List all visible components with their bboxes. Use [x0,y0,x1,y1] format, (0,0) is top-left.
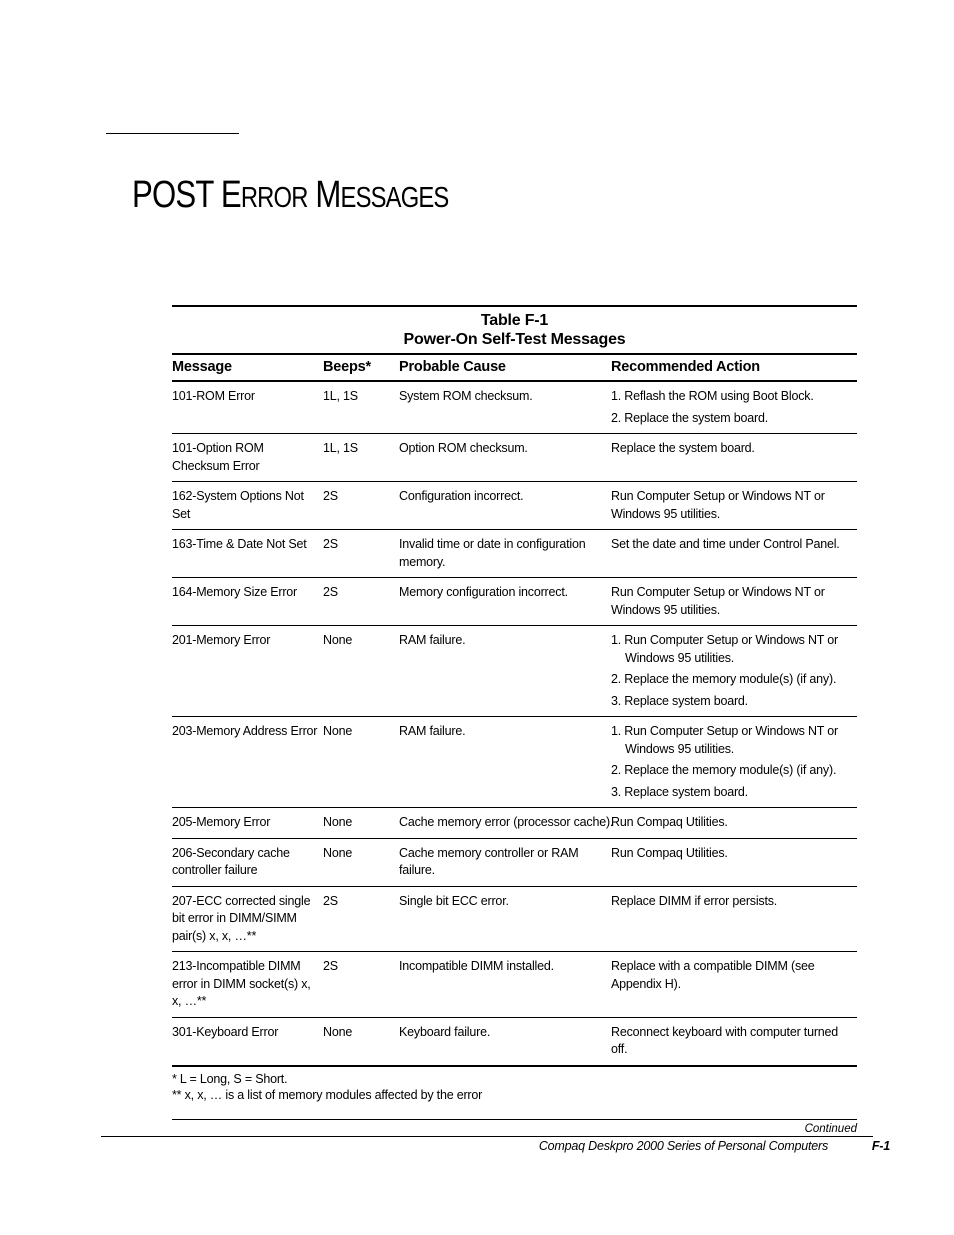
action-step: Set the date and time under Control Panel. [611,537,840,551]
cell-action [611,434,857,482]
table-row [172,530,857,578]
table-row [172,952,857,1018]
cell-beeps: 1L, 1S [323,389,358,403]
cell-action [611,578,857,626]
cell-beeps: 2S [323,537,338,551]
footer-book-title: Compaq Deskpro 2000 Series of Personal Computers [538,1139,828,1153]
cell-action [611,530,857,578]
cell-action [611,717,857,808]
cell-message: 101-ROM Error [172,389,255,403]
cell-message: 163-Time & Date Not Set [172,537,307,551]
action-step: 1. Reflash the ROM using Boot Block. [611,389,814,403]
cell-cause: System ROM checksum. [399,389,533,403]
table-row [172,886,857,952]
cell-message: 203-Memory Address Error [172,724,318,738]
cell-cause: Keyboard failure. [399,1024,491,1039]
action-step: 3. Replace system board. [611,693,748,708]
cell-action [611,482,857,530]
page-title: POST ERROR MESSAGES [132,174,449,216]
post-messages-table [172,353,857,1067]
cell-cause: Configuration incorrect. [399,489,524,503]
cell-message: 206-Secondary cache controller failure [172,845,290,877]
cell-cause: Option ROM checksum. [399,441,528,455]
cell-action [611,381,857,434]
cell-beeps: None [323,633,353,647]
cell-message: 205-Memory Error [172,815,271,829]
cell-beeps: 2S [323,893,338,908]
table-row [172,808,857,839]
table-row [172,482,857,530]
cell-beeps: None [323,845,353,860]
table-footnotes [172,1067,857,1103]
cell-cause: RAM failure. [399,724,466,738]
cell-cause: Cache memory error (processor cache). [399,815,614,829]
cell-action [611,626,857,717]
header-probable-cause: Probable Cause [399,359,506,375]
action-step: 3. Replace system board. [611,784,748,799]
cell-cause: Cache memory controller or RAM failure. [399,845,579,877]
action-step: 1. Run Computer Setup or Windows NT or Windows 95 utilities. [611,633,838,665]
table-row [172,838,857,886]
cell-beeps: None [323,1024,353,1039]
cell-beeps: 1L, 1S [323,441,358,455]
table-row [172,717,857,808]
cell-message: 201-Memory Error [172,633,271,647]
table-row [172,1017,857,1066]
cell-cause: Memory configuration incorrect. [399,585,568,599]
cell-cause: RAM failure. [399,633,466,647]
table-caption [172,307,857,353]
cell-beeps: None [323,724,353,738]
table-title: Power-On Self-Test Messages [403,331,626,348]
cell-message: 213-Incompatible DIMM error in DIMM socket(s) x, x, …** [172,959,311,1008]
top-rule [106,133,239,134]
action-step: 2. Replace the system board. [611,410,768,425]
action-step: 2. Replace the memory module(s) (if any). [611,672,837,686]
action-step: Run Compaq Utilities. [611,845,728,860]
cell-action [611,886,857,952]
cell-action [611,838,857,886]
footer-page-number: F-1 [871,1139,890,1153]
cell-cause: Invalid time or date in configuration memory. [399,537,586,569]
action-step: Reconnect keyboard with computer turned off. [611,1024,839,1056]
cell-action [611,808,857,839]
cell-beeps: None [323,815,353,829]
cell-message: 162-System Options Not Set [172,489,304,521]
continued-label: Continued [804,1122,857,1135]
action-step: Replace the system board. [611,441,755,455]
cell-message: 101-Option ROM Checksum Error [172,441,264,473]
cell-message: 301-Keyboard Error [172,1024,279,1039]
table-row [172,434,857,482]
cell-action [611,952,857,1018]
header-beeps: Beeps* [323,359,371,375]
cell-beeps: 2S [323,489,338,503]
cell-cause: Single bit ECC error. [399,893,509,908]
action-step: Run Compaq Utilities. [611,815,728,829]
table-row [172,626,857,717]
cell-message: 207-ECC corrected single bit error in DIMM/SIMM pair(s) x, x, …** [172,893,311,943]
header-message: Message [172,359,232,375]
footnote-beeps: * L = Long, S = Short. [172,1071,288,1086]
action-step: Replace with a compatible DIMM (see Appendix H). [611,959,815,991]
action-step: Run Computer Setup or Windows NT or Windows 95 utilities. [611,489,825,521]
post-messages-table-block [172,305,857,1135]
cell-beeps: 2S [323,585,338,599]
cell-beeps: 2S [323,959,338,973]
cell-cause: Incompatible DIMM installed. [399,959,554,973]
table-row [172,578,857,626]
table-header-row [172,354,857,381]
table-row [172,381,857,434]
action-step: Run Computer Setup or Windows NT or Windows 95 utilities. [611,585,825,617]
footer-rule [101,1136,873,1137]
footnote-modules: ** x, x, … is a list of memory modules affected by the error [172,1087,483,1102]
action-step: 1. Run Computer Setup or Windows NT or Windows 95 utilities. [611,724,838,756]
cell-message: 164-Memory Size Error [172,585,297,599]
cell-action [611,1017,857,1066]
header-recommended-action: Recommended Action [611,359,760,375]
table-number: Table F-1 [480,312,549,329]
action-step: 2. Replace the memory module(s) (if any). [611,763,837,777]
action-step: Replace DIMM if error persists. [611,893,778,908]
